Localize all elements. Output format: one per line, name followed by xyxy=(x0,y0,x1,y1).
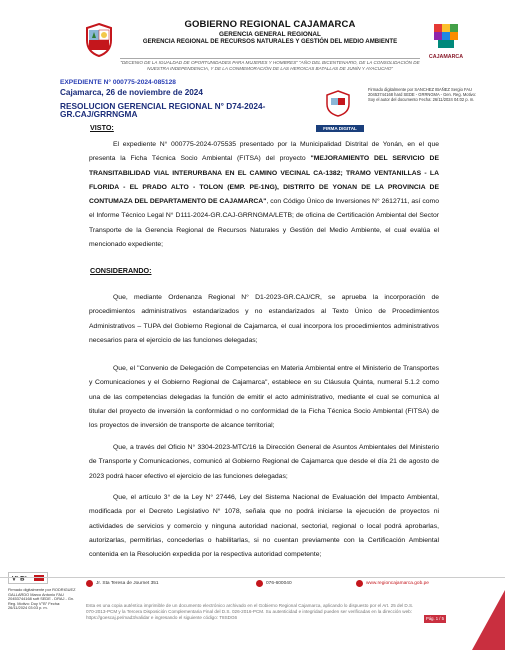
phone-icon xyxy=(256,580,263,587)
footer-phone: 076-600040 xyxy=(266,581,292,586)
footer-website[interactable]: www.regioncajamarca.gob.pe xyxy=(366,581,429,586)
page-number: Pág. 1 / 5 xyxy=(424,615,446,623)
document-date: Cajamarca, 26 de noviembre de 2024 xyxy=(60,88,203,97)
paragraph-ley: Que, el artículo 3° de la Ley N° 27446, Ley del Sistema Nacional de Evaluación del Impacto Ambiental, modificada por el Decreto Legislativo N° 1078, señala que no podrá iniciarse la ejecución de proyectos ni actividades de servicios y comercio y ninguna autoridad nacional, sectorial, regional o local podrá aprobarlas, autorizarlas, permitirlas, concederlas o habilitarlas, si no cuentan previamente con la Certificación Ambiental contenida en la Resolución expedida por la respectiva autoridad competente; xyxy=(89,494,439,559)
peru-coat-of-arms-icon xyxy=(84,22,114,58)
visto-bueno-stamp-icon xyxy=(8,572,48,584)
header-divider xyxy=(120,58,420,59)
decenio-motto: "DECENIO DE LA IGUALDAD DE OPORTUNIDADES PARA MUJERES Y HOMBRES" "AÑO DEL BICENTENARIO, DE LA CONSOLIDACIÓN DE NUESTRA INDEPENDENCIA, Y DE LA CONMEMORACIÓN DE LAS HEROICAS BATALLAS DE JUNÍN Y AYACUCHO" xyxy=(120,60,420,71)
visto-bueno-text: V° B° xyxy=(12,576,27,583)
paragraph-ordenanza: Que, mediante Ordenanza Regional N° D1-2023-GR.CAJ/CR, se aprueba la incorporación de procedimientos administrativos estandarizados y no estandarizados al Texto Único de Procedimientos Administrativos – TUPA del Gobierno Regional de Cajamarca, el cual incorpora los procedimientos administrativos necesarios para el ejercicio de las funciones delegadas; xyxy=(89,294,439,344)
location-icon xyxy=(86,580,93,587)
footer-address: Jr. Sta Teresa de Journet 351 xyxy=(96,581,159,586)
paragraph-visto-text-a: El expediente N° 000775-2024-075535 presentado por la Municipalidad Distrital de Yonán, en el que presenta la Ficha Técnica Socio Ambiental (FITSA) del proyecto xyxy=(89,141,439,163)
digital-signature-seal-icon xyxy=(323,89,353,117)
signature-details: Firmado digitalmente por SANCHEZ IBAÑEZ Sergio FAU 20453744168 hard SEDE - GRRNGMA - Gen. Reg. Motivo: Soy el autor del documento Fecha: 26/11/2024 04:02 p. m. xyxy=(368,87,477,102)
visto-bueno-signature-details: Firmado digitalmente por RODRIGUEZ GALLARDO Marco Antonio FAU 20453744168 soft SEDE - DRAJ - Gn. Reg. Motivo: Doy V°B° Fecha: 26/11/2024 03:03 p. m. xyxy=(8,587,76,611)
header-subtitle-general: GERENCIA GENERAL REGIONAL xyxy=(219,31,321,38)
logo-caption: CAJAMARCA xyxy=(428,54,464,60)
considerando-heading: CONSIDERANDO: xyxy=(90,266,152,275)
paragraph-visto xyxy=(89,138,439,252)
header-title: GOBIERNO REGIONAL CAJAMARCA xyxy=(184,19,356,30)
authenticity-note: Esta es una copia auténtica imprimible de un documento electrónico archivado en el Gobierno Regional Cajamarca, aplicando lo dispuesto por el Art. 25 del D.S. 070-2013-PCM y la Tercera Disposición Complementaria Final del D.S. 026-2016-PCM. Su autenticidad e integridad pueden ser verificadas en la dirección web: https://goescaj.pe/mad3/validar e ingresando el siguiente código: T8SDG6 xyxy=(86,603,414,620)
footer-divider xyxy=(0,577,505,578)
header-subtitle-gerencia: GERENCIA REGIONAL DE RECURSOS NATURALES Y GESTIÓN DEL MEDIO AMBIENTE xyxy=(142,38,398,45)
paragraph-visto-text-c: , con Código Único de Inversiones N° 2612711, así como el Informe Técnico Legal N° D111-2024-GR.CAJ-GRRNGMA/LETB; de oficina de Certificación Ambiental del Sector Transporte de la Gerencia Regional de Recursos Naturales y Gestión del Medio Ambiente, el cual evalúa el mencionado expediente; xyxy=(89,198,439,249)
firma-digital-label: FIRMA DIGITAL xyxy=(316,125,364,132)
expediente-number: EXPEDIENTE N° 000775-2024-085128 xyxy=(60,79,176,86)
paragraph-convenio: Que, el "Convenio de Delegación de Competencias en Materia Ambiental entre el Ministerio de Transportes y Comunicaciones y el Gobierno Regional de Cajamarca", establece en su Cláusula Quinta, numeral 5.1.2 como una de las competencias delegadas la función de emitir el acto administrativo, mediante el cual se comunica al titular del proyecto de inversión la conformidad o no conformidad de la Ficha Técnica Socio Ambiental (FITSA) de los proyectos de inversión de transporte de alcance territorial; xyxy=(89,365,439,430)
web-icon xyxy=(356,580,363,587)
project-name: "MEJORAMIENTO DEL SERVICIO DE TRANSITABILIDAD VIAL INTERURBANA EN EL CAMINO VECINAL CA-1382; TRAMO VENTANILLAS - LA FLORIDA - EL PRADO ALTO - TOLON (EMP. PE-1NG), DISTRITO DE YONAN DE LA PROVINCIA DE CONTUMAZA DEL DEPARTAMENTO DE CAJAMARCA" xyxy=(89,155,440,206)
paragraph-oficio: Que, a través del Oficio N° 3304-2023-MTC/16 la Dirección General de Asuntos Ambientales del Ministerio de Transporte y Comunicaciones, comunicó al Gobierno Regional de Cajamarca que desde el día 21 de agosto de 2023 podrá hacer efectivo el ejercicio de las funciones delegadas; xyxy=(89,444,439,480)
footer-corner-decoration xyxy=(472,590,505,650)
visto-heading: VISTO: xyxy=(90,123,114,132)
resolution-title: RESOLUCION GERENCIAL REGIONAL N° D74-2024-GR.CAJ/GRRNGMA xyxy=(60,101,266,120)
